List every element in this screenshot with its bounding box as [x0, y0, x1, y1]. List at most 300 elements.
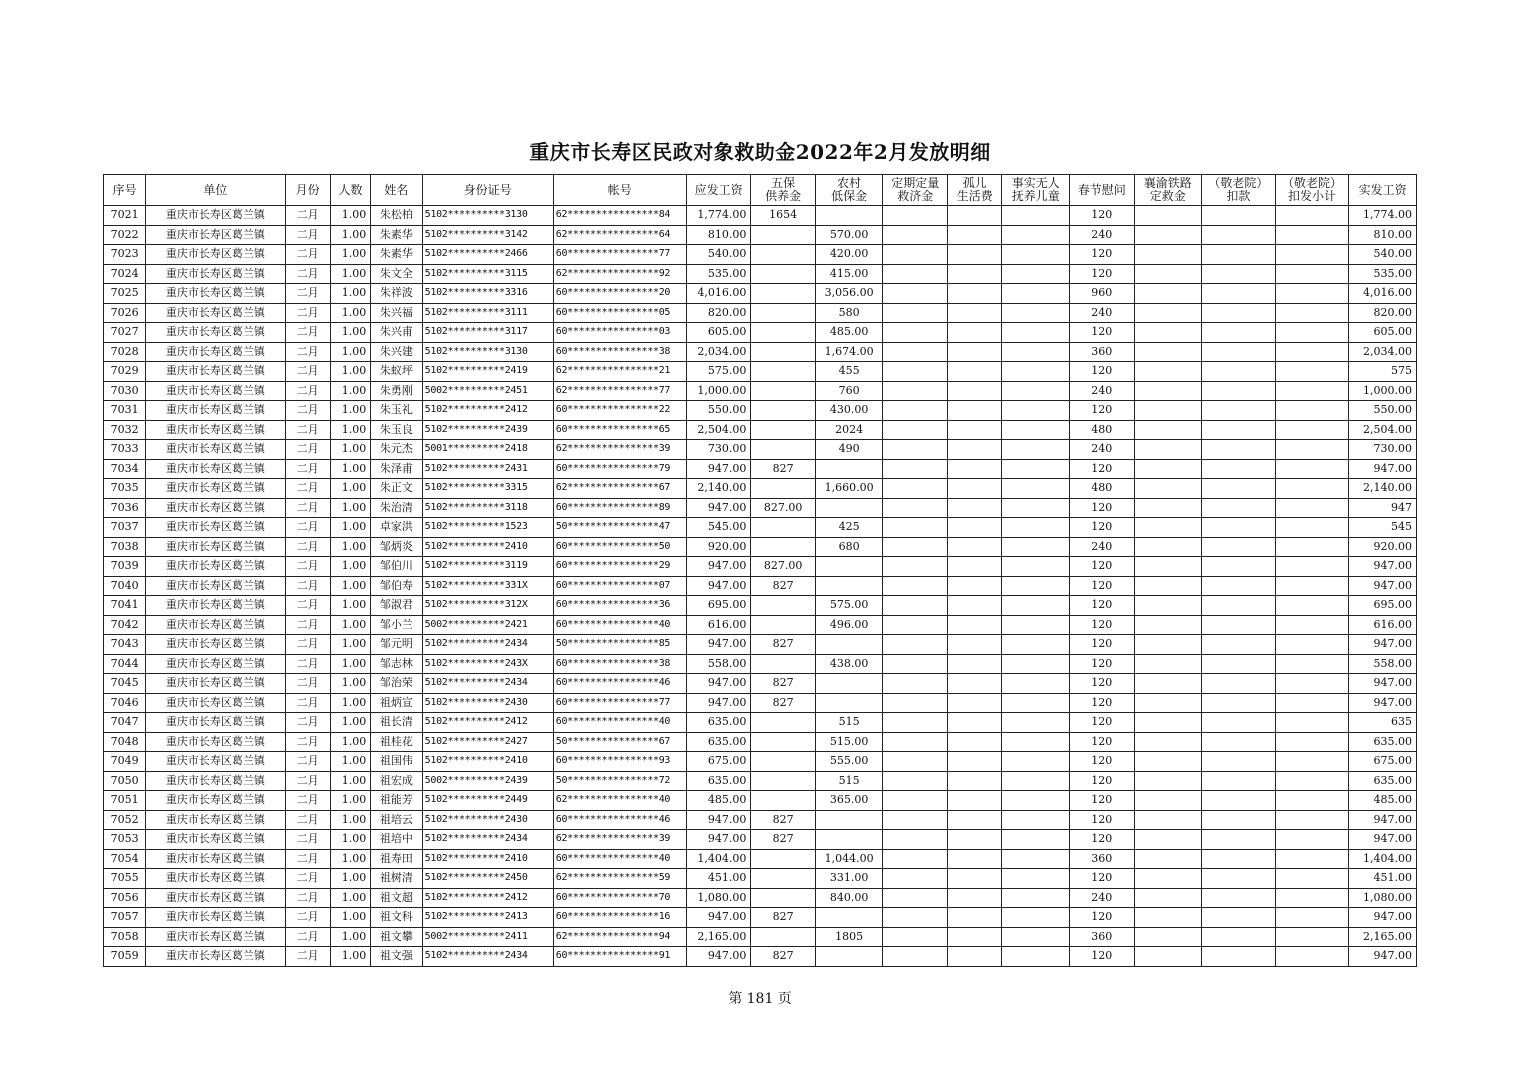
cell-count: 1.00 [330, 576, 370, 596]
cell-wubao [751, 323, 816, 343]
cell-nursing-deduct [1202, 635, 1276, 655]
cell-count: 1.00 [330, 830, 370, 850]
cell-dingqi [883, 225, 948, 245]
cell-nursing-deduct-subtotal [1275, 615, 1349, 635]
cell-count: 1.00 [330, 498, 370, 518]
cell-name: 卓家洪 [371, 518, 422, 538]
cell-dingqi [883, 245, 948, 265]
cell-dingqi [883, 908, 948, 928]
cell-nursing-deduct-subtotal [1275, 869, 1349, 889]
column-header-seq: 序号 [104, 175, 146, 206]
cell-unit: 重庆市长寿区葛兰镇 [146, 674, 285, 694]
cell-nursing-deduct-subtotal [1275, 791, 1349, 811]
cell-payable: 947.00 [686, 947, 751, 967]
cell-dibao: 420.00 [815, 245, 883, 265]
cell-id-number: 5002**********2421 [422, 615, 553, 635]
cell-dibao [815, 810, 883, 830]
cell-id-number: 5102**********3142 [422, 225, 553, 245]
cell-unit: 重庆市长寿区葛兰镇 [146, 849, 285, 869]
cell-account: 60****************29 [553, 557, 686, 577]
cell-orphan [947, 401, 1001, 421]
cell-payable: 635.00 [686, 732, 751, 752]
cell-unit: 重庆市长寿区葛兰镇 [146, 206, 285, 226]
cell-count: 1.00 [330, 225, 370, 245]
cell-actual-pay: 2,504.00 [1349, 420, 1417, 440]
cell-railway [1134, 537, 1202, 557]
cell-seq: 7038 [104, 537, 146, 557]
cell-wubao: 827.00 [751, 498, 816, 518]
cell-account: 60****************07 [553, 576, 686, 596]
cell-wubao [751, 752, 816, 772]
cell-spring-festival: 120 [1070, 576, 1135, 596]
cell-actual-pay: 675.00 [1349, 752, 1417, 772]
cell-dingqi [883, 206, 948, 226]
cell-name: 邹志林 [371, 654, 422, 674]
table-row [104, 245, 1417, 265]
cell-dibao: 840.00 [815, 888, 883, 908]
cell-actual-pay: 540.00 [1349, 245, 1417, 265]
cell-name: 朱元杰 [371, 440, 422, 460]
cell-unit: 重庆市长寿区葛兰镇 [146, 420, 285, 440]
cell-nursing-deduct-subtotal [1275, 323, 1349, 343]
cell-spring-festival: 120 [1070, 674, 1135, 694]
cell-dingqi [883, 927, 948, 947]
cell-nursing-deduct [1202, 693, 1276, 713]
table-row [104, 849, 1417, 869]
table-row [104, 654, 1417, 674]
table-row [104, 284, 1417, 304]
cell-unattended-child [1002, 225, 1070, 245]
cell-wubao: 1654 [751, 206, 816, 226]
cell-payable: 730.00 [686, 440, 751, 460]
cell-month: 二月 [285, 420, 330, 440]
cell-railway [1134, 479, 1202, 499]
table-row [104, 459, 1417, 479]
cell-unit: 重庆市长寿区葛兰镇 [146, 596, 285, 616]
cell-count: 1.00 [330, 518, 370, 538]
cell-nursing-deduct [1202, 927, 1276, 947]
cell-orphan [947, 576, 1001, 596]
cell-actual-pay: 635.00 [1349, 771, 1417, 791]
table-row [104, 206, 1417, 226]
column-header-nursing-deduct: （敬老院） 扣款 [1202, 175, 1276, 206]
cell-name: 祖能芳 [371, 791, 422, 811]
cell-orphan [947, 518, 1001, 538]
cell-nursing-deduct-subtotal [1275, 284, 1349, 304]
cell-orphan [947, 635, 1001, 655]
cell-unattended-child [1002, 869, 1070, 889]
cell-railway [1134, 654, 1202, 674]
cell-count: 1.00 [330, 284, 370, 304]
cell-name: 祖培云 [371, 810, 422, 830]
cell-unit: 重庆市长寿区葛兰镇 [146, 479, 285, 499]
cell-orphan [947, 830, 1001, 850]
cell-account: 60****************77 [553, 693, 686, 713]
cell-month: 二月 [285, 537, 330, 557]
table-row [104, 440, 1417, 460]
cell-count: 1.00 [330, 401, 370, 421]
cell-spring-festival: 240 [1070, 225, 1135, 245]
cell-actual-pay: 605.00 [1349, 323, 1417, 343]
cell-dingqi [883, 674, 948, 694]
cell-dibao: 490 [815, 440, 883, 460]
cell-actual-pay: 545 [1349, 518, 1417, 538]
cell-name: 朱治清 [371, 498, 422, 518]
cell-name: 邹炳炎 [371, 537, 422, 557]
cell-nursing-deduct-subtotal [1275, 401, 1349, 421]
cell-unattended-child [1002, 362, 1070, 382]
cell-spring-festival: 360 [1070, 342, 1135, 362]
cell-account: 62****************84 [553, 206, 686, 226]
cell-unit: 重庆市长寿区葛兰镇 [146, 810, 285, 830]
cell-orphan [947, 693, 1001, 713]
cell-unit: 重庆市长寿区葛兰镇 [146, 693, 285, 713]
cell-dingqi [883, 596, 948, 616]
cell-payable: 616.00 [686, 615, 751, 635]
cell-count: 1.00 [330, 596, 370, 616]
cell-orphan [947, 420, 1001, 440]
cell-actual-pay: 947.00 [1349, 947, 1417, 967]
cell-orphan [947, 498, 1001, 518]
cell-actual-pay: 2,165.00 [1349, 927, 1417, 947]
cell-railway [1134, 557, 1202, 577]
cell-id-number: 5102**********2449 [422, 791, 553, 811]
cell-payable: 947.00 [686, 459, 751, 479]
cell-count: 1.00 [330, 206, 370, 226]
cell-unit: 重庆市长寿区葛兰镇 [146, 362, 285, 382]
cell-orphan [947, 654, 1001, 674]
cell-count: 1.00 [330, 713, 370, 733]
cell-month: 二月 [285, 830, 330, 850]
cell-dingqi [883, 381, 948, 401]
cell-name: 祖桂花 [371, 732, 422, 752]
cell-seq: 7045 [104, 674, 146, 694]
cell-payable: 947.00 [686, 576, 751, 596]
cell-spring-festival: 120 [1070, 732, 1135, 752]
cell-month: 二月 [285, 810, 330, 830]
cell-account: 60****************22 [553, 401, 686, 421]
cell-name: 祖长清 [371, 713, 422, 733]
cell-wubao [751, 791, 816, 811]
cell-payable: 550.00 [686, 401, 751, 421]
cell-unattended-child [1002, 810, 1070, 830]
cell-actual-pay: 810.00 [1349, 225, 1417, 245]
cell-unit: 重庆市长寿区葛兰镇 [146, 303, 285, 323]
cell-id-number: 5102**********3315 [422, 479, 553, 499]
cell-name: 祖文科 [371, 908, 422, 928]
cell-name: 邹元明 [371, 635, 422, 655]
cell-actual-pay: 485.00 [1349, 791, 1417, 811]
cell-nursing-deduct [1202, 225, 1276, 245]
cell-unattended-child [1002, 459, 1070, 479]
cell-unit: 重庆市长寿区葛兰镇 [146, 440, 285, 460]
cell-actual-pay: 820.00 [1349, 303, 1417, 323]
cell-name: 朱兴福 [371, 303, 422, 323]
column-header-payable: 应发工资 [686, 175, 751, 206]
cell-spring-festival: 360 [1070, 927, 1135, 947]
cell-account: 60****************50 [553, 537, 686, 557]
cell-actual-pay: 947.00 [1349, 908, 1417, 928]
cell-name: 邹淑君 [371, 596, 422, 616]
cell-nursing-deduct-subtotal [1275, 674, 1349, 694]
cell-month: 二月 [285, 264, 330, 284]
cell-spring-festival: 360 [1070, 849, 1135, 869]
cell-name: 朱祥波 [371, 284, 422, 304]
cell-unit: 重庆市长寿区葛兰镇 [146, 869, 285, 889]
table-row [104, 518, 1417, 538]
cell-name: 祖寿田 [371, 849, 422, 869]
cell-unattended-child [1002, 635, 1070, 655]
cell-name: 朱正文 [371, 479, 422, 499]
cell-count: 1.00 [330, 810, 370, 830]
cell-actual-pay: 616.00 [1349, 615, 1417, 635]
cell-unit: 重庆市长寿区葛兰镇 [146, 927, 285, 947]
cell-id-number: 5102**********2439 [422, 420, 553, 440]
cell-name: 邹治荣 [371, 674, 422, 694]
cell-unit: 重庆市长寿区葛兰镇 [146, 284, 285, 304]
cell-actual-pay: 451.00 [1349, 869, 1417, 889]
cell-railway [1134, 498, 1202, 518]
cell-nursing-deduct-subtotal [1275, 810, 1349, 830]
cell-account: 60****************65 [553, 420, 686, 440]
cell-dibao: 760 [815, 381, 883, 401]
cell-unattended-child [1002, 888, 1070, 908]
cell-orphan [947, 284, 1001, 304]
cell-unattended-child [1002, 537, 1070, 557]
cell-payable: 635.00 [686, 713, 751, 733]
cell-id-number: 5102**********2434 [422, 635, 553, 655]
cell-account: 60****************89 [553, 498, 686, 518]
cell-unattended-child [1002, 791, 1070, 811]
cell-name: 祖文强 [371, 947, 422, 967]
cell-nursing-deduct-subtotal [1275, 927, 1349, 947]
cell-dibao [815, 498, 883, 518]
cell-orphan [947, 264, 1001, 284]
cell-nursing-deduct [1202, 849, 1276, 869]
cell-seq: 7033 [104, 440, 146, 460]
cell-id-number: 5102**********312X [422, 596, 553, 616]
cell-wubao [751, 537, 816, 557]
cell-wubao [751, 264, 816, 284]
cell-dingqi [883, 810, 948, 830]
table-row [104, 947, 1417, 967]
cell-dingqi [883, 869, 948, 889]
cell-account: 62****************67 [553, 479, 686, 499]
cell-payable: 820.00 [686, 303, 751, 323]
cell-nursing-deduct [1202, 830, 1276, 850]
cell-wubao [751, 362, 816, 382]
cell-seq: 7026 [104, 303, 146, 323]
column-header-spring-festival: 春节慰问 [1070, 175, 1135, 206]
cell-spring-festival: 120 [1070, 810, 1135, 830]
cell-dibao: 2024 [815, 420, 883, 440]
cell-unit: 重庆市长寿区葛兰镇 [146, 537, 285, 557]
cell-dibao [815, 674, 883, 694]
cell-month: 二月 [285, 303, 330, 323]
cell-seq: 7036 [104, 498, 146, 518]
cell-actual-pay: 947.00 [1349, 674, 1417, 694]
cell-dibao: 485.00 [815, 323, 883, 343]
cell-actual-pay: 575 [1349, 362, 1417, 382]
cell-actual-pay: 635 [1349, 713, 1417, 733]
cell-wubao [751, 479, 816, 499]
cell-unit: 重庆市长寿区葛兰镇 [146, 381, 285, 401]
cell-dibao: 415.00 [815, 264, 883, 284]
cell-wubao [751, 596, 816, 616]
cell-dibao: 515 [815, 713, 883, 733]
cell-railway [1134, 362, 1202, 382]
cell-nursing-deduct [1202, 284, 1276, 304]
cell-id-number: 5102**********3316 [422, 284, 553, 304]
cell-month: 二月 [285, 713, 330, 733]
cell-orphan [947, 303, 1001, 323]
cell-id-number: 5001**********2418 [422, 440, 553, 460]
cell-name: 朱素华 [371, 245, 422, 265]
cell-unattended-child [1002, 498, 1070, 518]
cell-seq: 7029 [104, 362, 146, 382]
cell-nursing-deduct-subtotal [1275, 459, 1349, 479]
cell-railway [1134, 401, 1202, 421]
cell-account: 60****************05 [553, 303, 686, 323]
cell-unattended-child [1002, 206, 1070, 226]
cell-account: 60****************93 [553, 752, 686, 772]
cell-unit: 重庆市长寿区葛兰镇 [146, 401, 285, 421]
cell-unattended-child [1002, 849, 1070, 869]
cell-nursing-deduct-subtotal [1275, 518, 1349, 538]
cell-unit: 重庆市长寿区葛兰镇 [146, 713, 285, 733]
cell-month: 二月 [285, 498, 330, 518]
cell-nursing-deduct [1202, 654, 1276, 674]
cell-count: 1.00 [330, 947, 370, 967]
cell-seq: 7059 [104, 947, 146, 967]
cell-nursing-deduct [1202, 440, 1276, 460]
cell-nursing-deduct-subtotal [1275, 830, 1349, 850]
cell-account: 60****************40 [553, 713, 686, 733]
cell-month: 二月 [285, 927, 330, 947]
cell-unit: 重庆市长寿区葛兰镇 [146, 264, 285, 284]
cell-seq: 7044 [104, 654, 146, 674]
cell-seq: 7035 [104, 479, 146, 499]
cell-unit: 重庆市长寿区葛兰镇 [146, 518, 285, 538]
cell-dibao [815, 693, 883, 713]
cell-spring-festival: 120 [1070, 264, 1135, 284]
cell-month: 二月 [285, 635, 330, 655]
cell-dingqi [883, 498, 948, 518]
cell-railway [1134, 342, 1202, 362]
column-header-month: 月份 [285, 175, 330, 206]
cell-wubao [751, 381, 816, 401]
cell-seq: 7028 [104, 342, 146, 362]
cell-seq: 7048 [104, 732, 146, 752]
cell-name: 邹小兰 [371, 615, 422, 635]
cell-seq: 7052 [104, 810, 146, 830]
table-row [104, 537, 1417, 557]
cell-unattended-child [1002, 596, 1070, 616]
cell-id-number: 5102**********3130 [422, 206, 553, 226]
cell-payable: 810.00 [686, 225, 751, 245]
cell-nursing-deduct-subtotal [1275, 908, 1349, 928]
cell-unit: 重庆市长寿区葛兰镇 [146, 908, 285, 928]
cell-payable: 575.00 [686, 362, 751, 382]
cell-account: 62****************92 [553, 264, 686, 284]
cell-spring-festival: 240 [1070, 888, 1135, 908]
cell-dingqi [883, 576, 948, 596]
cell-dibao [815, 206, 883, 226]
cell-nursing-deduct [1202, 557, 1276, 577]
cell-orphan [947, 752, 1001, 772]
table-row [104, 615, 1417, 635]
cell-account: 60****************40 [553, 615, 686, 635]
cell-railway [1134, 927, 1202, 947]
cell-spring-festival: 120 [1070, 791, 1135, 811]
cell-id-number: 5102**********3119 [422, 557, 553, 577]
cell-railway [1134, 440, 1202, 460]
cell-payable: 451.00 [686, 869, 751, 889]
cell-count: 1.00 [330, 771, 370, 791]
cell-seq: 7050 [104, 771, 146, 791]
cell-spring-festival: 120 [1070, 654, 1135, 674]
cell-month: 二月 [285, 440, 330, 460]
column-header-dingqi: 定期定量 救济金 [883, 175, 948, 206]
cell-dibao: 680 [815, 537, 883, 557]
cell-nursing-deduct-subtotal [1275, 713, 1349, 733]
cell-orphan [947, 342, 1001, 362]
cell-orphan [947, 888, 1001, 908]
cell-spring-festival: 120 [1070, 245, 1135, 265]
cell-unattended-child [1002, 245, 1070, 265]
cell-account: 60****************38 [553, 342, 686, 362]
cell-railway [1134, 459, 1202, 479]
cell-count: 1.00 [330, 849, 370, 869]
cell-seq: 7024 [104, 264, 146, 284]
table-row [104, 888, 1417, 908]
cell-actual-pay: 947.00 [1349, 810, 1417, 830]
cell-id-number: 5102**********3118 [422, 498, 553, 518]
cell-month: 二月 [285, 381, 330, 401]
cell-name: 朱兴建 [371, 342, 422, 362]
cell-wubao: 827 [751, 693, 816, 713]
cell-actual-pay: 947.00 [1349, 693, 1417, 713]
cell-dibao [815, 830, 883, 850]
cell-dingqi [883, 615, 948, 635]
cell-orphan [947, 927, 1001, 947]
cell-account: 60****************70 [553, 888, 686, 908]
cell-nursing-deduct-subtotal [1275, 225, 1349, 245]
cell-unattended-child [1002, 693, 1070, 713]
table-row [104, 752, 1417, 772]
cell-spring-festival: 120 [1070, 459, 1135, 479]
column-header-id-number: 身份证号 [422, 175, 553, 206]
cell-payable: 947.00 [686, 498, 751, 518]
cell-account: 50****************72 [553, 771, 686, 791]
cell-unattended-child [1002, 576, 1070, 596]
cell-dibao: 1,660.00 [815, 479, 883, 499]
cell-unattended-child [1002, 381, 1070, 401]
cell-payable: 947.00 [686, 810, 751, 830]
cell-wubao [751, 869, 816, 889]
cell-id-number: 5102**********3115 [422, 264, 553, 284]
cell-nursing-deduct [1202, 420, 1276, 440]
cell-unattended-child [1002, 713, 1070, 733]
cell-nursing-deduct [1202, 264, 1276, 284]
cell-railway [1134, 635, 1202, 655]
cell-name: 朱玉良 [371, 420, 422, 440]
cell-id-number: 5102**********2434 [422, 947, 553, 967]
cell-actual-pay: 947.00 [1349, 635, 1417, 655]
cell-seq: 7039 [104, 557, 146, 577]
cell-payable: 535.00 [686, 264, 751, 284]
cell-account: 62****************39 [553, 830, 686, 850]
